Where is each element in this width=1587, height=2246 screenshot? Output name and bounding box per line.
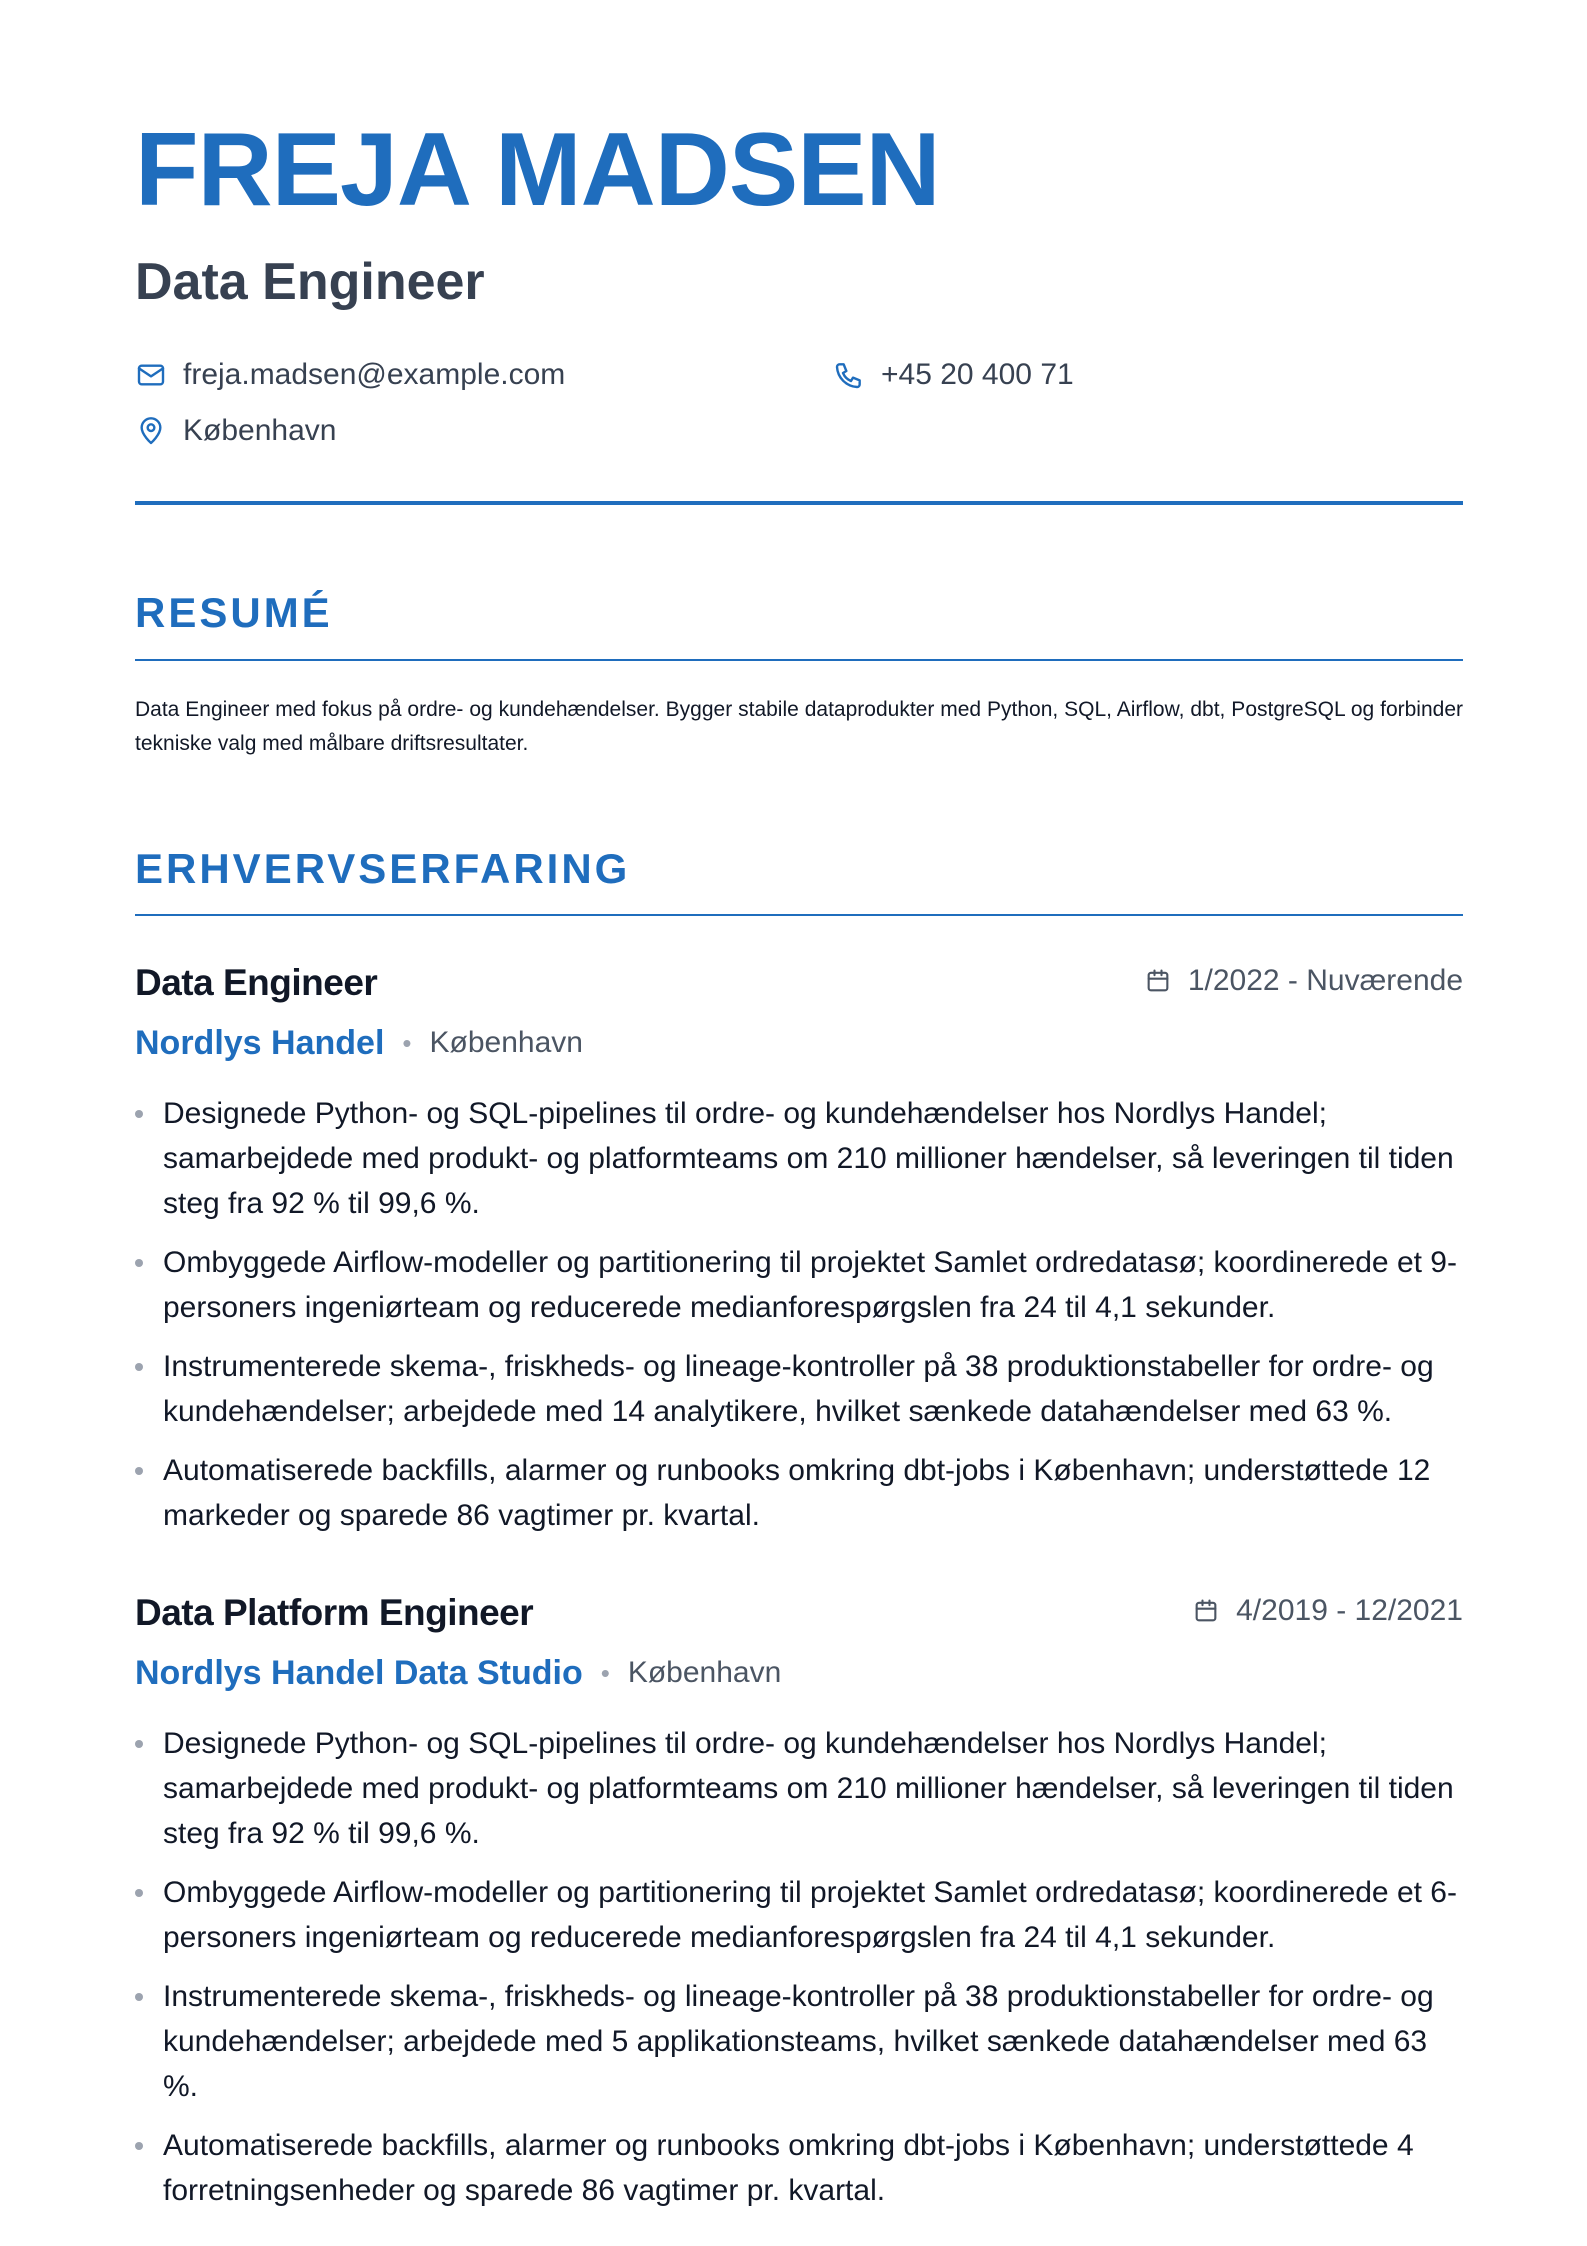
contact-phone[interactable]: [833, 358, 1074, 392]
separator-dot: •: [402, 1028, 412, 1058]
contact-location: [135, 414, 336, 448]
list-item: Instrumenterede skema-, friskheds- og lineage-kontroller på 38 produktionstabeller for ordre- og kundehændelser; arbejdede med 14 analytikere, hvilket sænkede datahændelser med 63 %.: [135, 1344, 1463, 1434]
candidate-name: FREJA MADSEN: [135, 112, 940, 228]
experience-divider: [135, 914, 1463, 916]
location-text: København: [183, 414, 337, 447]
job-title: Data Engineer: [135, 962, 378, 1003]
list-item: Designede Python- og SQL-pipelines til ordre- og kundehændelser hos Nordlys Handel; samarbejdede med produkt- og platformteams om 210 millioner hændelser, så leveringen til tiden steg fra 92 % til 99,6 %.: [135, 1091, 1463, 1226]
list-item: Automatiserede backfills, alarmer og runbooks omkring dbt-jobs i København; understøttede 12 markeder og sparede 86 vagtimer pr. kvartal.: [135, 1448, 1463, 1538]
summary-text: Data Engineer med fokus på ordre- og kundehændelser. Bygger stabile dataprodukter med Python, SQL, Airflow, dbt, PostgreSQL og forbinder tekniske valg med målbare driftsresultater.: [135, 698, 1463, 755]
company-city: København: [627, 1656, 782, 1689]
job-dates: [1144, 964, 1463, 998]
job-dates-text: 4/2019 - 12/2021: [1236, 1594, 1463, 1627]
list-item: Designede Python- og SQL-pipelines til ordre- og kundehændelser hos Nordlys Handel; samarbejdede med produkt- og platformteams om 210 millioner hændelser, så leveringen til tiden steg fra 92 % til 99,6 %.: [135, 1721, 1463, 1856]
phone-text: +45 20 400 71: [881, 358, 1074, 391]
calendar-icon: [1144, 967, 1172, 995]
experience-heading: ERHVERVSERFARING: [135, 845, 631, 892]
phone-icon: [833, 359, 865, 391]
header-divider: [135, 501, 1463, 505]
mail-icon: [135, 359, 167, 391]
list-item: Automatiserede backfills, alarmer og runbooks omkring dbt-jobs i København; understøttede 4 forretningsenheder og sparede 86 vagtimer pr. kvartal.: [135, 2123, 1463, 2213]
calendar-icon: [1192, 1597, 1220, 1625]
list-item: Instrumenterede skema-, friskheds- og lineage-kontroller på 38 produktionstabeller for ordre- og kundehændelser; arbejdede med 5 applikationsteams, hvilket sænkede datahændelser med 63 %.: [135, 1974, 1463, 2109]
job-bullets: [135, 1721, 1463, 2227]
map-pin-icon: [135, 415, 167, 447]
summary-divider: [135, 659, 1463, 661]
summary-heading: RESUMÉ: [135, 589, 333, 636]
job-bullets: [135, 1091, 1463, 1552]
list-item: Ombyggede Airflow-modeller og partitionering til projektet Samlet ordredatasø; koordinerede et 6-personers ingeniørteam og reducerede medianforespørgslen fra 24 til 4,1 sekunder.: [135, 1870, 1463, 1960]
company-name: Nordlys Handel: [135, 1024, 385, 1062]
separator-dot: •: [600, 1658, 610, 1688]
list-item: Ombyggede Airflow-modeller og partitionering til projektet Samlet ordredatasø; koordinerede et 9-personers ingeniørteam og reducerede medianforespørgslen fra 24 til 4,1 sekunder.: [135, 1240, 1463, 1330]
job-company-line: [135, 1026, 583, 1060]
candidate-role: Data Engineer: [135, 253, 485, 311]
job-dates-text: 1/2022 - Nuværende: [1187, 964, 1463, 997]
contact-email[interactable]: [135, 358, 565, 392]
company-city: København: [429, 1026, 583, 1059]
email-text: freja.madsen@example.com: [183, 358, 566, 391]
job-dates: [1192, 1594, 1463, 1628]
job-title: Data Platform Engineer: [135, 1592, 534, 1633]
company-name: Nordlys Handel Data Studio: [135, 1654, 583, 1692]
job-company-line: [135, 1656, 781, 1690]
